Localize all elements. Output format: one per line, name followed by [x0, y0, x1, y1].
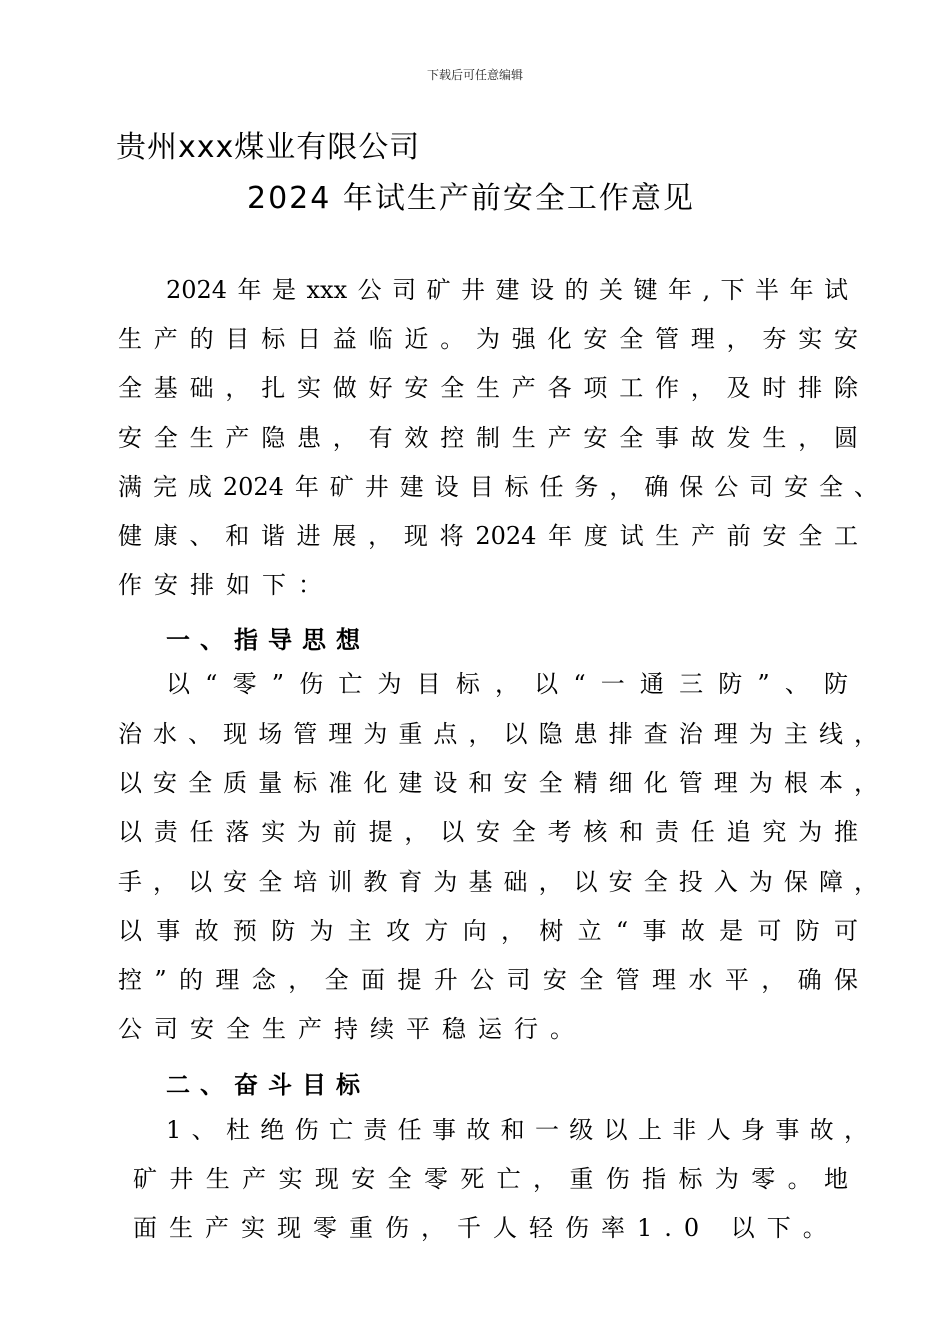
section2-line: 矿井生产实现安全零死亡，重伤指标为零。地	[133, 1165, 848, 1193]
section1-line: 治水、现场管理为重点，以隐患排查治理为主线，	[118, 720, 878, 748]
document-title-subject: 2024 年试生产前安全工作意见	[247, 181, 695, 216]
section2-line: 面生产实现零重伤，千人轻伤率1.0 以下。	[133, 1214, 839, 1242]
section1-line: 控”的理念，全面提升公司安全管理水平，确保	[118, 966, 858, 994]
intro-line: 作安排如下：	[118, 571, 334, 599]
intro-line: 生产的目标日益临近。为强化安全管理，夯实安	[118, 325, 858, 353]
intro-line: 全基础，扎实做好安全生产各项工作，及时排除	[118, 374, 858, 402]
section-heading-guiding-ideology: 一、指导思想	[166, 626, 370, 654]
page-header: 下载后可任意编辑	[426, 68, 523, 82]
intro-line: 2024年是xxx公司矿井建设的关键年,下半年试	[166, 276, 848, 304]
section1-line: 以责任落实为前提，以安全考核和责任追究为推	[118, 818, 858, 846]
intro-line: 满完成2024年矿井建设目标任务，确保公司安全、	[118, 473, 878, 501]
section1-line: 手，以安全培训教育为基础，以安全投入为保障，	[118, 868, 878, 896]
section1-line: 以事故预防为主攻方向，树立“事故是可防可	[118, 917, 858, 945]
section-heading-goals: 二、奋斗目标	[166, 1071, 370, 1099]
section1-line: 以“零”伤亡为目标，以“一通三防”、防	[166, 670, 848, 698]
section2-line: 1、杜绝伤亡责任事故和一级以上非人身事故，	[166, 1116, 868, 1144]
document-title-company: 贵州xxx煤业有限公司	[116, 130, 421, 165]
intro-line: 健康、和谐进展，现将2024年度试生产前安全工	[118, 522, 858, 550]
section1-line: 公司安全生产持续平稳运行。	[118, 1015, 586, 1043]
intro-line: 安全生产隐患，有效控制生产安全事故发生，圆	[118, 424, 858, 452]
section1-line: 以安全质量标准化建设和安全精细化管理为根本，	[118, 769, 878, 797]
